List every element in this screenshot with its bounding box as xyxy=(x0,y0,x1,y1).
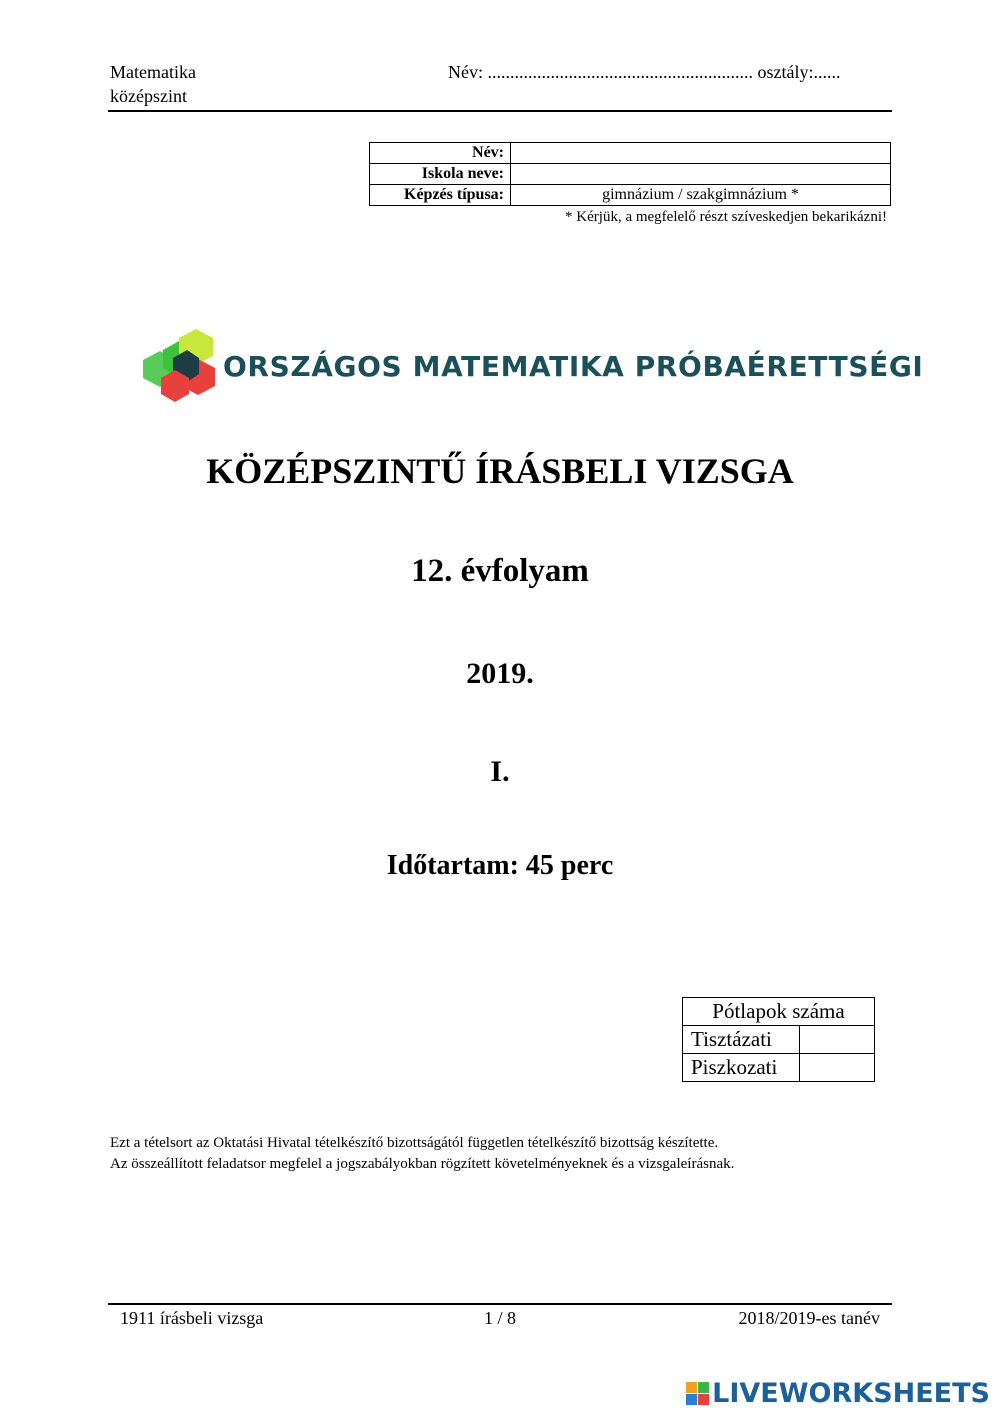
hexagon-logo-icon xyxy=(143,328,223,408)
footer-school-year: 2018/2019-es tanév xyxy=(738,1308,880,1328)
header-rule xyxy=(108,110,892,112)
authorship-line-2: Az összeállított feladatsor megfelel a jogszabályokban rögzített követelményeknek és a vizsgaleírásnak. xyxy=(110,1156,735,1172)
draft-label: Piszkozati xyxy=(683,1054,800,1082)
part-title: I. xyxy=(490,755,510,788)
student-info-table xyxy=(369,142,891,206)
duration-title: Időtartam: 45 perc xyxy=(386,850,614,881)
authorship-line-1: Ezt a tételsort az Oktatási Hivatal tételkészítő bizottságától független tételkészítő bizottság készítette. xyxy=(110,1135,719,1151)
clean-copy-label: Tisztázati xyxy=(683,1026,800,1054)
clean-copy-field[interactable] xyxy=(800,1026,875,1054)
extra-sheets-table xyxy=(682,997,875,1082)
draft-field[interactable] xyxy=(800,1054,875,1082)
training-type-label: Képzés típusa: xyxy=(370,185,511,206)
footer-rule xyxy=(108,1303,892,1305)
school-label: Iskola neve: xyxy=(370,164,511,185)
table-row xyxy=(683,998,875,1026)
liveworksheets-badge-icon xyxy=(686,1382,709,1405)
name-field[interactable] xyxy=(511,143,891,164)
table-row xyxy=(683,1026,875,1054)
exam-title: KÖZÉPSZINTŰ ÍRÁSBELI VIZSGA xyxy=(206,451,794,491)
grade-title: 12. évfolyam xyxy=(411,553,589,589)
name-label: Név: xyxy=(370,143,511,164)
training-type-value[interactable]: gimnázium / szakgimnázium * xyxy=(511,185,891,206)
liveworksheets-watermark[interactable] xyxy=(686,1377,990,1409)
footer-page-number: 1 / 8 xyxy=(483,1308,516,1328)
year-title: 2019. xyxy=(466,657,534,690)
subject-line-1: Matematika xyxy=(110,62,196,82)
table-row xyxy=(683,1054,875,1082)
table-row xyxy=(370,143,891,164)
header-subject xyxy=(110,60,196,108)
authorship-note xyxy=(110,1133,734,1175)
table-row xyxy=(370,185,891,206)
subject-line-2: középszint xyxy=(110,86,187,106)
logo-text: ORSZÁGOS MATEMATIKA PRÓBAÉRETTSÉGI xyxy=(223,350,924,383)
header-name-line: Név: ........................................................... osztály:...... xyxy=(448,62,841,82)
circle-note: * Kérjük, a megfelelő részt szíveskedjen bekarikázni! xyxy=(565,209,887,225)
footer-exam-code: 1911 írásbeli vizsga xyxy=(120,1308,264,1328)
liveworksheets-text: LIVEWORKSHEETS xyxy=(712,1377,990,1409)
competition-logo xyxy=(143,328,924,408)
school-field[interactable] xyxy=(511,164,891,185)
extra-sheets-header: Pótlapok száma xyxy=(683,998,875,1026)
table-row xyxy=(370,164,891,185)
